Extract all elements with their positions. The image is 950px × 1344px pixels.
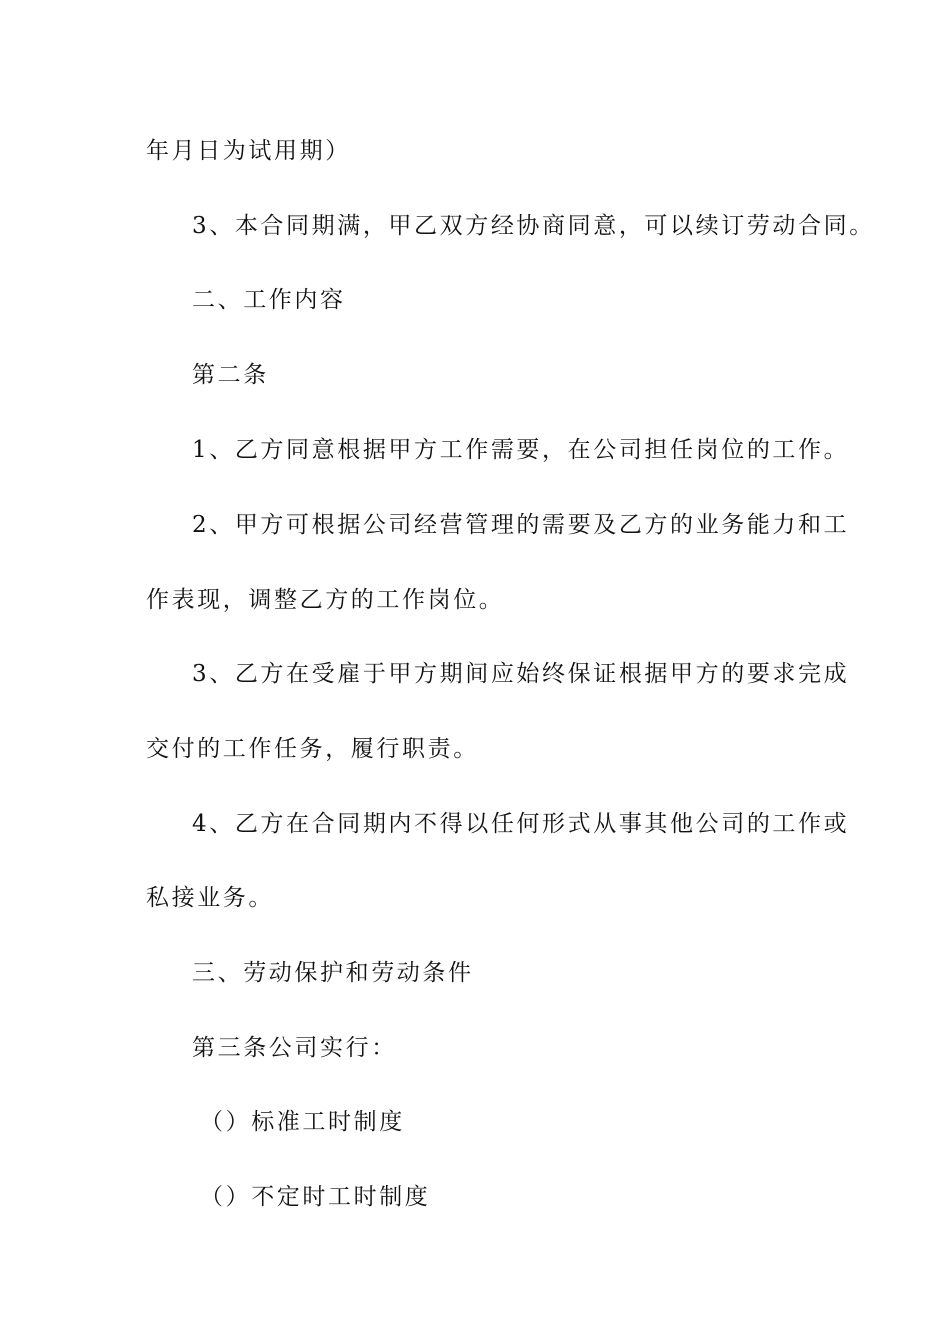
trial-period-line: 年月日为试用期） (146, 138, 351, 164)
section-2-heading: 二、工作内容 (192, 287, 346, 313)
article-3-heading: 第三条公司实行： (192, 1035, 397, 1061)
article-2-item-4-continued: 私接业务。 (146, 885, 274, 911)
article-2-item-3-continued: 交付的工作任务，履行职责。 (146, 736, 479, 762)
option-standard-hours: （）标准工时制度 (200, 1109, 405, 1135)
article-2-heading: 第二条 (192, 362, 269, 388)
section-3-heading: 三、劳动保护和劳动条件 (192, 960, 474, 986)
article-2-item-3: 3、乙方在受雇于甲方期间应始终保证根据甲方的要求完成 (192, 661, 850, 687)
article-2-item-2-continued: 作表现，调整乙方的工作岗位。 (146, 587, 505, 613)
article-2-item-2: 2、甲方可根据公司经营管理的需要及乙方的业务能力和工 (192, 512, 850, 538)
article-2-item-1: 1、乙方同意根据甲方工作需要，在公司担任岗位的工作。 (192, 437, 850, 463)
clause-1-item-3: 3、本合同期满，甲乙双方经协商同意，可以续订劳动合同。 (192, 213, 875, 239)
article-2-item-4: 4、乙方在合同期内不得以任何形式从事其他公司的工作或 (192, 811, 850, 837)
option-flexible-hours: （）不定时工时制度 (200, 1184, 431, 1210)
